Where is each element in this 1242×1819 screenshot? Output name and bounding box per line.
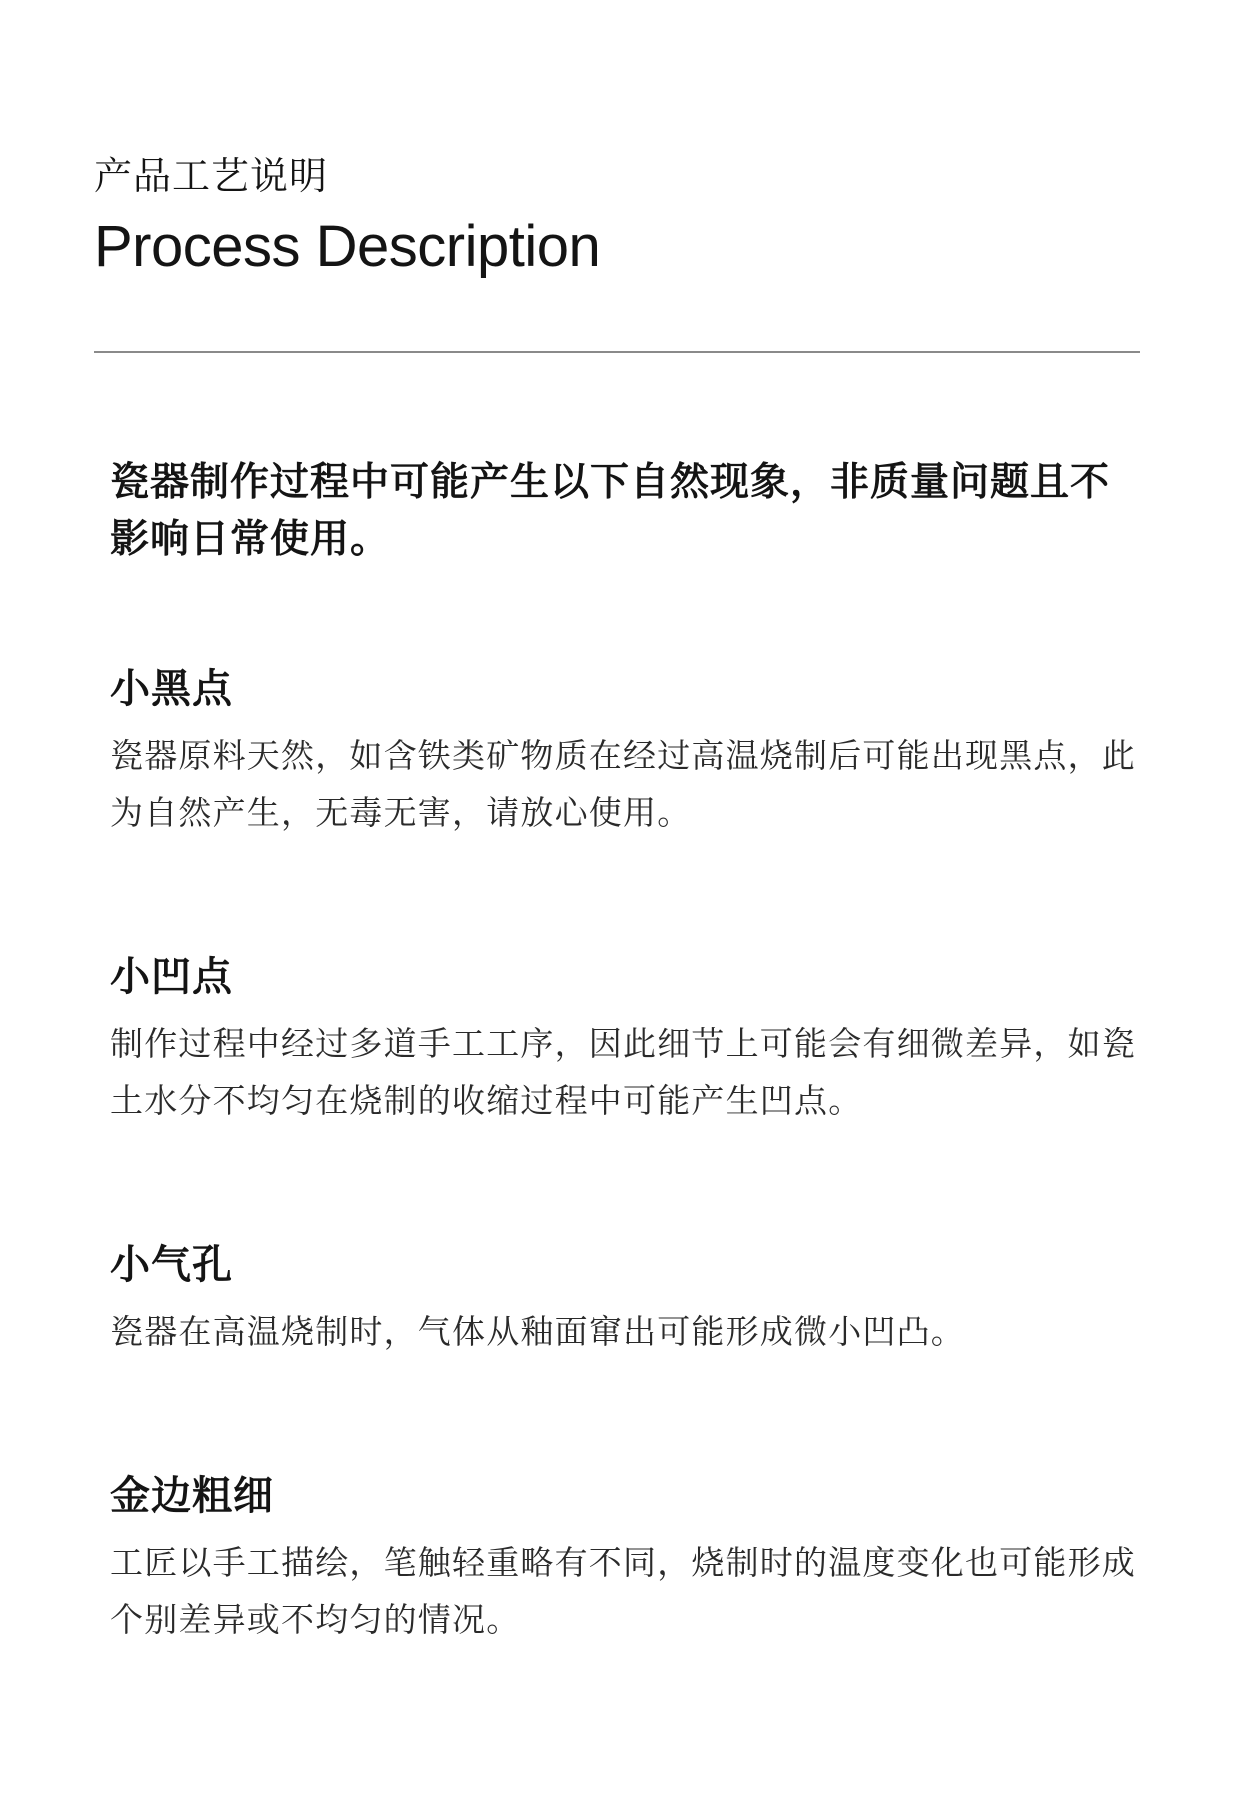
section-gold-rim <box>110 1469 1140 1648</box>
section-title: 小气孔 <box>110 1242 233 1288</box>
page-header <box>94 150 1144 280</box>
page-title-english: Process Description <box>94 214 601 279</box>
section-title: 金边粗细 <box>110 1473 274 1519</box>
section-body: 工匠以手工描绘，笔触轻重略有不同，烧制时的温度变化也可能形成个别差异或不均匀的情况。 <box>110 1543 1136 1639</box>
section-body: 瓷器在高温烧制时，气体从釉面窜出可能形成微小凹凸。 <box>110 1312 965 1351</box>
section-title: 小黑点 <box>110 666 233 712</box>
page-title-chinese: 产品工艺说明 <box>94 154 329 198</box>
header-divider <box>94 351 1140 353</box>
section-pores <box>110 1238 1140 1360</box>
section-body: 瓷器原料天然，如含铁类矿物质在经过高温烧制后可能出现黑点，此为自然产生，无毒无害，请放心使用。 <box>110 736 1136 832</box>
section-body: 制作过程中经过多道手工工序，因此细节上可能会有细微差异，如瓷土水分不均匀在烧制的收缩过程中可能产生凹点。 <box>110 1024 1136 1120</box>
intro-statement: 瓷器制作过程中可能产生以下自然现象，非质量问题且不影响日常使用。 <box>110 460 1111 562</box>
section-black-spots <box>110 662 1140 841</box>
section-pits <box>110 950 1140 1129</box>
section-title: 小凹点 <box>110 954 233 1000</box>
